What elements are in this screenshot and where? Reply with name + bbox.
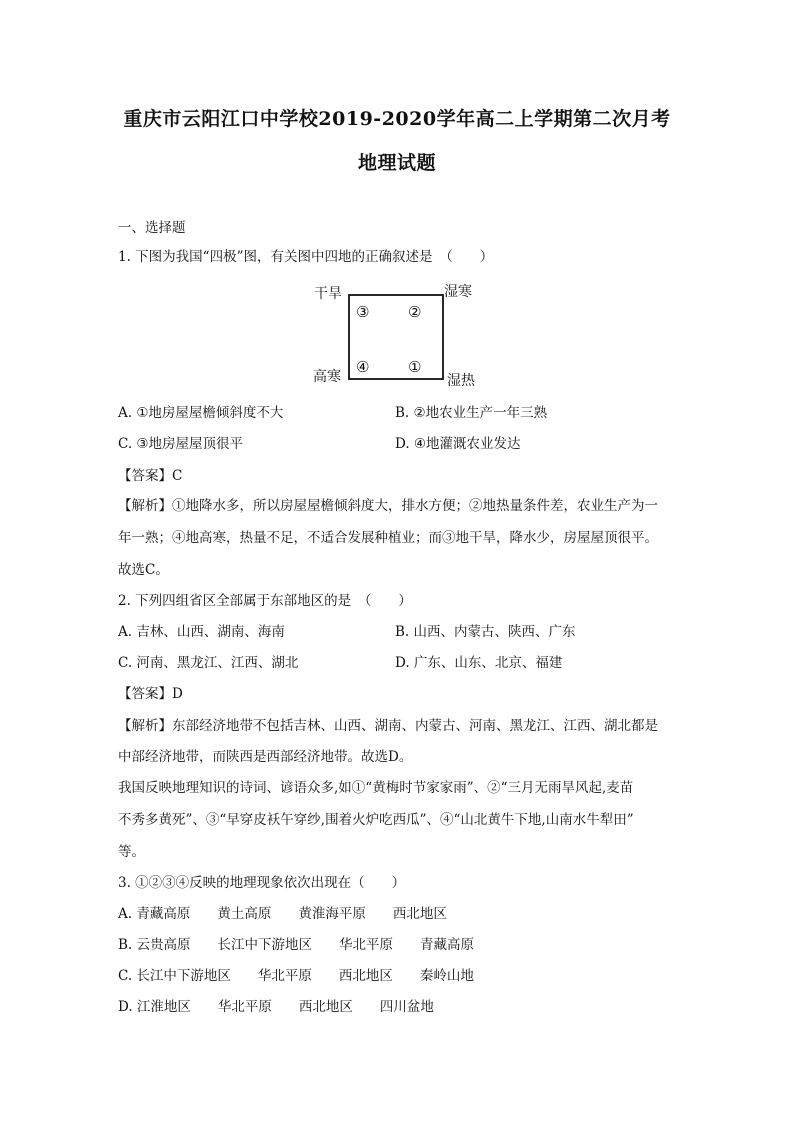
marker-3: ③ [356,303,370,321]
marker-1: ① [408,358,422,376]
q1-analysis-line-2: 年一熟；④地高寒，热量不足，不适合发展种植业；而③地干旱，降水少，房屋屋顶很平。 [118,530,658,546]
exam-subtitle: 地理试题 [357,152,436,174]
q3-option-b: B. 云贵高原 长江中下游地区 华北平原 青藏高原 [118,937,475,953]
q2-option-a: A. 吉林、山西、湖南、海南 [118,624,285,640]
marker-4: ④ [356,358,370,376]
q2-analysis-line-2: 中部经济地带，而陕西是西部经济地带。故选D。 [118,749,413,765]
q1-option-d: D. ④地灌溉农业发达 [395,436,521,452]
q1-option-b: B. ②地农业生产一年三熟 [395,405,548,421]
q3-option-d: D. 江淮地区 华北平原 西北地区 四川盆地 [118,999,434,1015]
intro-line-2: 不秀多黄死”、③“早穿皮袄午穿纱,围着火炉吃西瓜”、④“山北黄牛下地,山南水牛犁田” [118,812,634,828]
q3-option-a: A. 青藏高原 黄土高原 黄淮海平原 西北地区 [118,906,447,922]
intro-line-1: 我国反映地理知识的诗词、谚语众多,如①“黄梅时节家家雨”、②“三月无雨旱风起,麦苗 [118,780,634,796]
q1-stem: 1. 下图为我国“四极”图，有关图中四地的正确叙述是 （ ） [118,249,494,265]
q2-option-d: D. 广东、山东、北京、福建 [395,655,563,671]
q2-option-c: C. 河南、黑龙江、江西、湖北 [118,655,299,671]
q1-option-a: A. ①地房屋屋檐倾斜度不大 [118,405,284,421]
label-bottom-left: 高寒 [313,369,341,385]
intro-line-3: 等。 [118,844,145,860]
q1-option-c: C. ③地房屋屋顶很平 [118,436,244,452]
marker-2: ② [408,303,422,321]
q2-stem: 2. 下列四组省区全部属于东部地区的是 （ ） [118,593,412,609]
label-bottom-right: 湿热 [447,373,475,389]
q3-option-c: C. 长江中下游地区 华北平原 西北地区 秦岭山地 [118,968,474,984]
q1-analysis-line-3: 故选C。 [118,562,169,578]
exam-title: 重庆市云阳江口中学校2019-2020学年高二上学期第二次月考 [123,108,671,130]
four-extremes-diagram [310,282,490,390]
q2-answer: 【答案】D [118,686,183,702]
q2-option-b: B. 山西、内蒙古、陕西、广东 [395,624,576,640]
q2-analysis-line-1: 【解析】东部经济地带不包括吉林、山西、湖南、内蒙古、河南、黑龙江、江西、湖北都是 [118,718,658,734]
q1-answer: 【答案】C [118,468,183,484]
q3-stem: 3. ①②③④反映的地理现象依次出现在（ ） [118,875,406,891]
label-top-right: 湿寒 [444,284,472,300]
section-heading: 一、选择题 [118,220,186,236]
q1-analysis-line-1: 【解析】①地降水多，所以房屋屋檐倾斜度大，排水方便；②地热量条件差，农业生产为一 [118,498,658,514]
label-top-left: 干旱 [314,286,342,302]
